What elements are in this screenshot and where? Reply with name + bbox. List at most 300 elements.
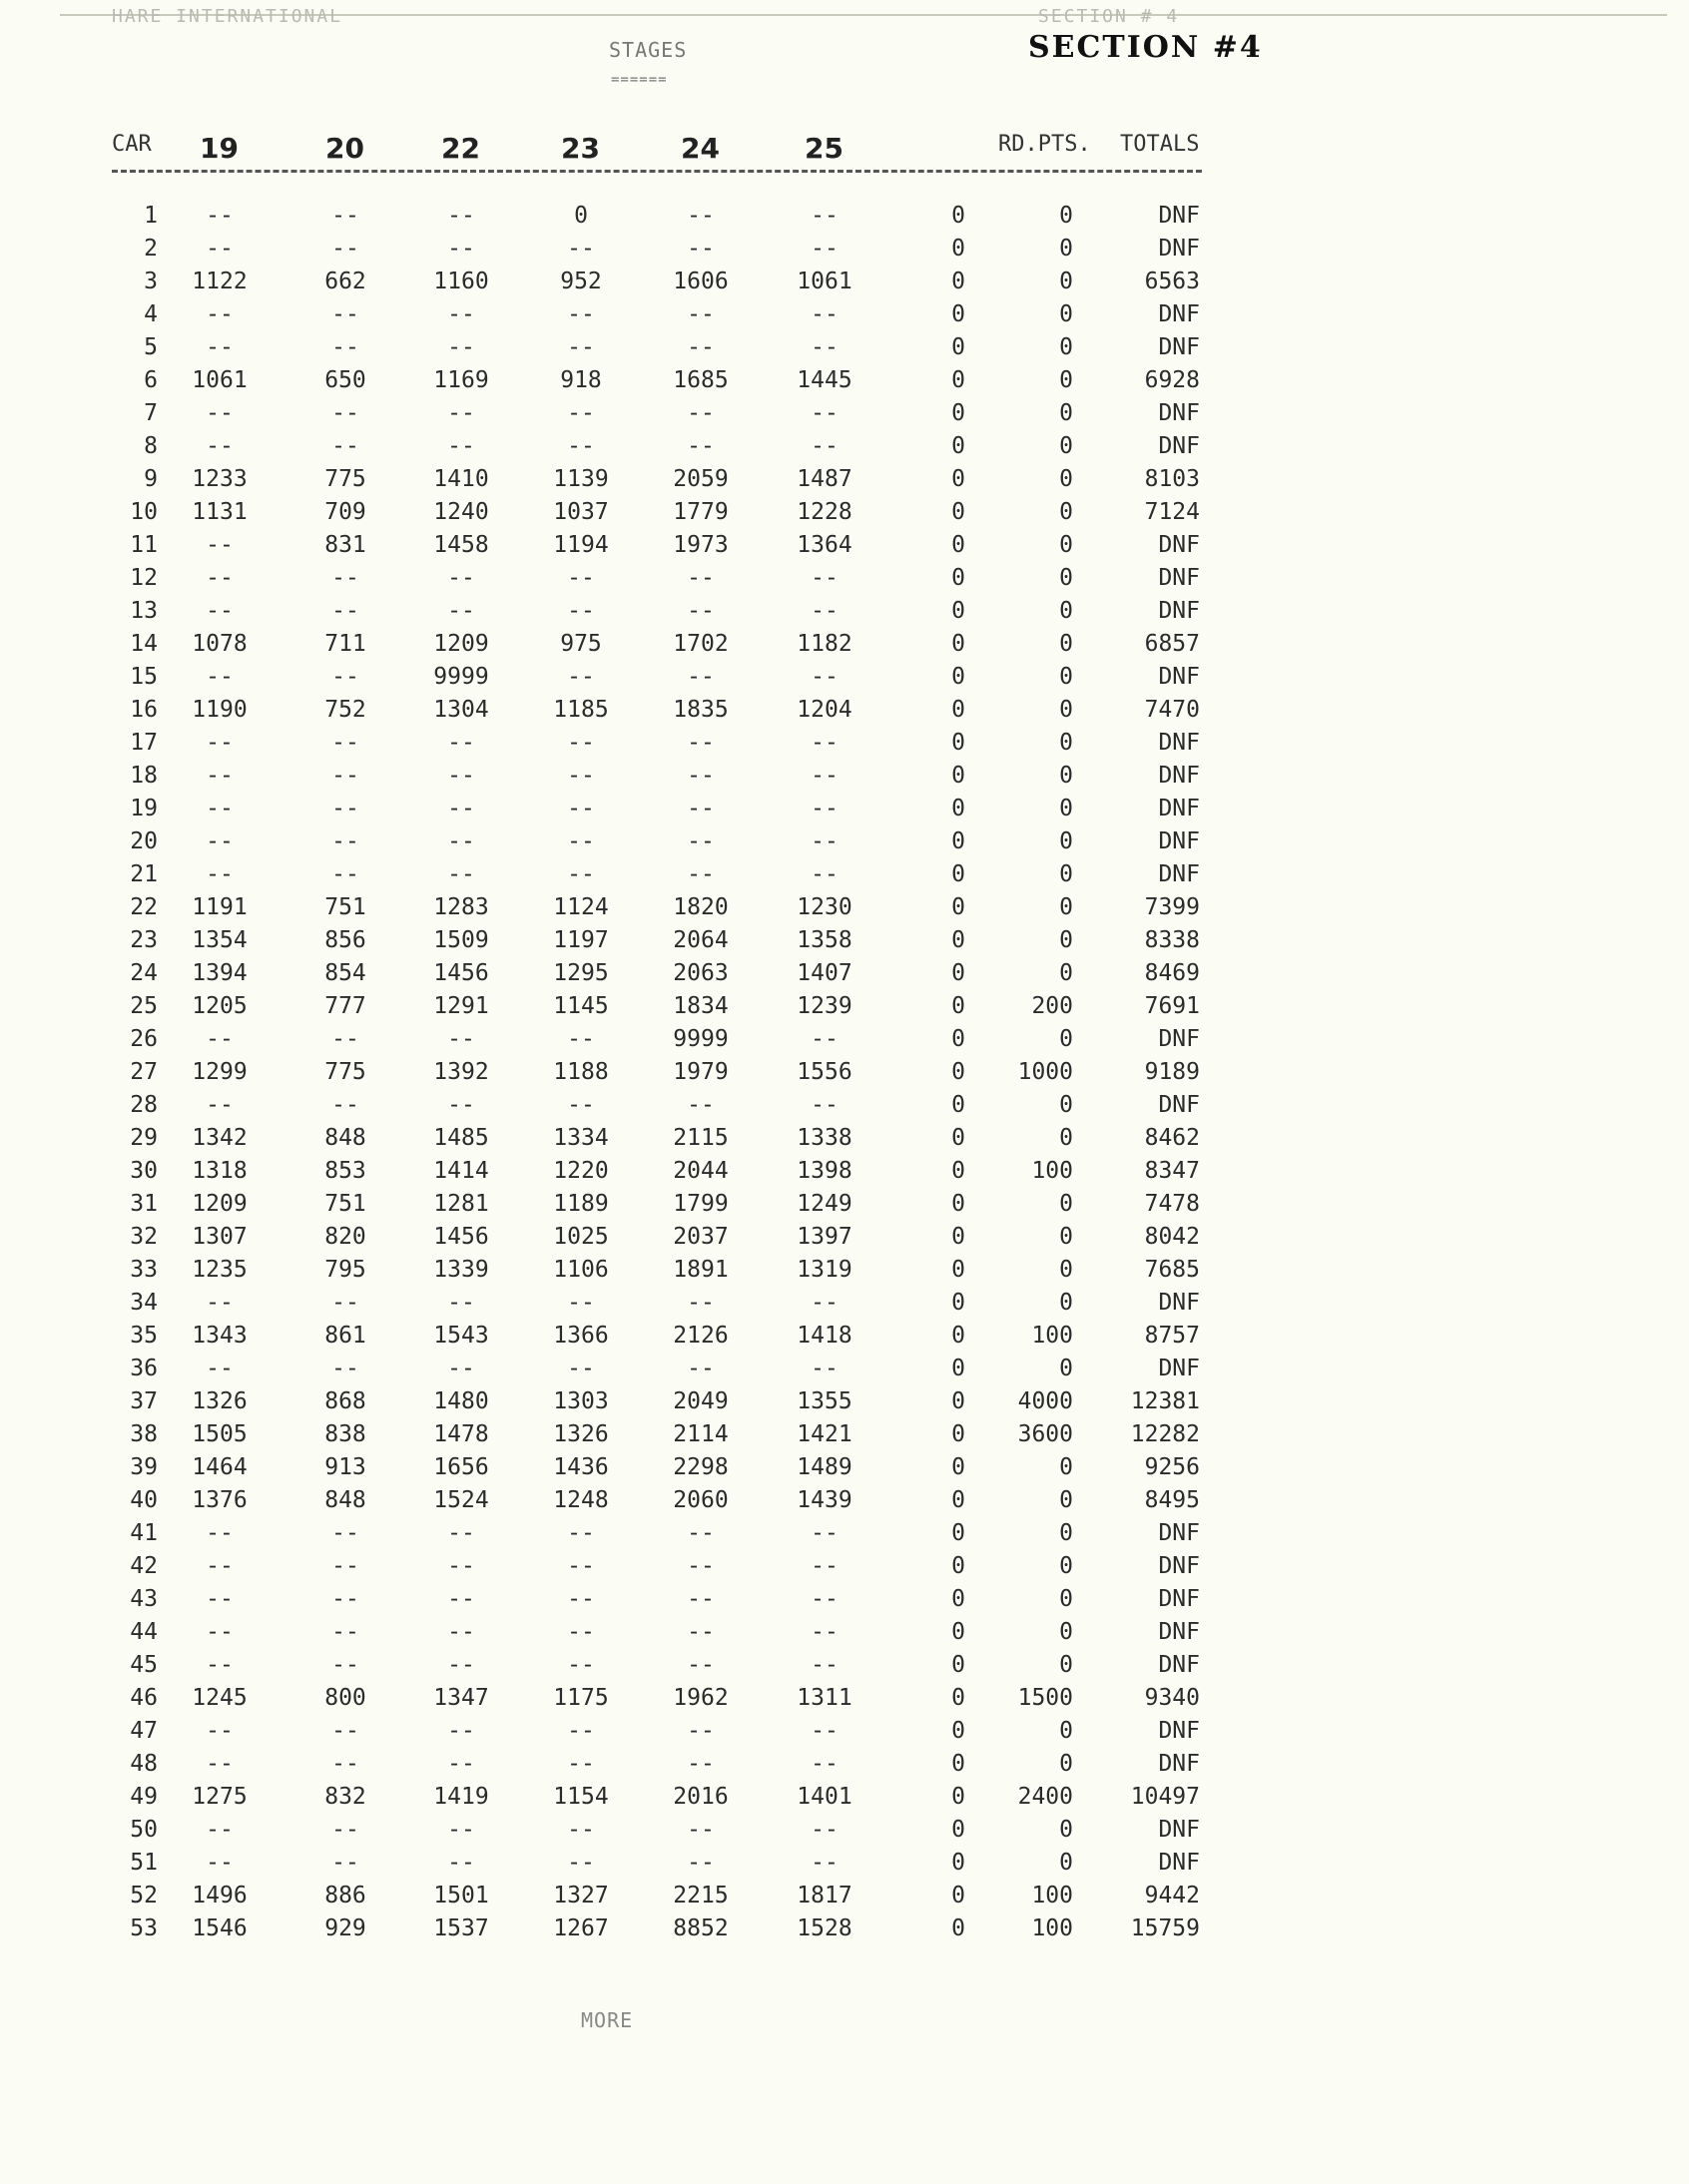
- total: DNF: [1158, 532, 1200, 558]
- stage-24-time: --: [687, 1586, 715, 1612]
- penalty-points: 0: [951, 927, 965, 953]
- stage-25-time: --: [811, 1850, 839, 1876]
- table-row: [0, 1155, 1298, 1188]
- table-row: [0, 1122, 1298, 1155]
- stage-20-time: --: [331, 1026, 359, 1052]
- stage-23-time: --: [567, 1751, 595, 1777]
- penalty-points: 0: [951, 1158, 965, 1184]
- table-row: [0, 1880, 1298, 1912]
- rd-points: 0: [1059, 565, 1073, 591]
- table-row: [0, 1847, 1298, 1880]
- stage-23-time: 0: [574, 203, 588, 229]
- total: DNF: [1158, 796, 1200, 821]
- stage-25-time: --: [811, 334, 839, 360]
- stage-20-time: --: [331, 1619, 359, 1645]
- rd-points: 0: [1059, 1553, 1073, 1579]
- rd-points: 0: [1059, 730, 1073, 756]
- table-row: [0, 1781, 1298, 1814]
- penalty-points: 0: [951, 1191, 965, 1217]
- stage-19-time: --: [206, 433, 234, 459]
- stage-22-time: --: [447, 236, 475, 262]
- total: DNF: [1158, 1290, 1200, 1316]
- car-number: 45: [130, 1652, 158, 1678]
- stage-25-time: --: [811, 400, 839, 426]
- stage-23-time: 1327: [553, 1883, 609, 1909]
- car-number: 16: [130, 697, 158, 723]
- stage-23-time: 1295: [553, 960, 609, 986]
- rd-points: 0: [1059, 236, 1073, 262]
- stage-19-time: 1245: [192, 1685, 248, 1711]
- car-number: 46: [130, 1685, 158, 1711]
- car-number: 40: [130, 1487, 158, 1513]
- rd-points: 0: [1059, 1487, 1073, 1513]
- stage-22-time: 1656: [433, 1454, 489, 1480]
- stage-22-time: --: [447, 1850, 475, 1876]
- stage-24-time: --: [687, 1817, 715, 1843]
- stage-20-time: 752: [324, 697, 366, 723]
- car-number: 9: [144, 466, 158, 492]
- table-row: [0, 1451, 1298, 1484]
- total: DNF: [1158, 861, 1200, 887]
- car-number: 36: [130, 1356, 158, 1381]
- rd-points: 0: [1059, 598, 1073, 624]
- rd-points: 0: [1059, 367, 1073, 393]
- stage-20-time: 913: [324, 1454, 366, 1480]
- stage-25-time: 1439: [797, 1487, 852, 1513]
- penalty-points: 0: [951, 1059, 965, 1085]
- penalty-points: 0: [951, 1388, 965, 1414]
- stage-20-time: --: [331, 1652, 359, 1678]
- car-number: 34: [130, 1290, 158, 1316]
- stage-25-time: --: [811, 1553, 839, 1579]
- stage-22-time: 1537: [433, 1915, 489, 1941]
- total: DNF: [1158, 1092, 1200, 1118]
- stage-22-time: --: [447, 301, 475, 327]
- rd-points: 0: [1059, 1520, 1073, 1546]
- stage-24-time: --: [687, 1850, 715, 1876]
- rd-points: 0: [1059, 1586, 1073, 1612]
- table-row: [0, 266, 1298, 298]
- stage-25-time: 1487: [797, 466, 852, 492]
- col-header-rd-pts: RD.PTS.: [998, 132, 1091, 157]
- penalty-points: 0: [951, 1356, 965, 1381]
- rd-points: 0: [1059, 796, 1073, 821]
- stage-24-time: 2126: [673, 1323, 729, 1349]
- stage-25-time: 1311: [797, 1685, 852, 1711]
- stage-20-time: 751: [324, 894, 366, 920]
- total: DNF: [1158, 1718, 1200, 1744]
- stage-25-time: 1061: [797, 269, 852, 294]
- stages-label: STAGES: [609, 38, 688, 62]
- col-header-car: CAR: [112, 132, 152, 157]
- car-number: 11: [130, 532, 158, 558]
- rd-points: 0: [1059, 1290, 1073, 1316]
- penalty-points: 0: [951, 334, 965, 360]
- penalty-points: 0: [951, 598, 965, 624]
- stage-22-time: 1456: [433, 1224, 489, 1250]
- stage-19-time: --: [206, 334, 234, 360]
- rd-points: 0: [1059, 1751, 1073, 1777]
- stage-22-time: 1304: [433, 697, 489, 723]
- stage-23-time: 1189: [553, 1191, 609, 1217]
- penalty-points: 0: [951, 433, 965, 459]
- stage-19-time: --: [206, 1619, 234, 1645]
- stage-24-time: --: [687, 1718, 715, 1744]
- penalty-points: 0: [951, 1323, 965, 1349]
- stage-25-time: 1182: [797, 631, 852, 657]
- stage-19-time: 1342: [192, 1125, 248, 1151]
- total: DNF: [1158, 664, 1200, 690]
- stage-25-time: 1407: [797, 960, 852, 986]
- rd-points: 0: [1059, 861, 1073, 887]
- penalty-points: 0: [951, 400, 965, 426]
- stage-19-time: --: [206, 828, 234, 854]
- total: 7399: [1144, 894, 1200, 920]
- stage-20-time: --: [331, 1290, 359, 1316]
- stage-23-time: 1248: [553, 1487, 609, 1513]
- rd-points: 200: [1031, 993, 1073, 1019]
- penalty-points: 0: [951, 1421, 965, 1447]
- stage-25-time: --: [811, 1718, 839, 1744]
- table-row: [0, 298, 1298, 331]
- table-row: [0, 1715, 1298, 1748]
- table-row: [0, 825, 1298, 858]
- stage-19-time: 1318: [192, 1158, 248, 1184]
- table-row: [0, 364, 1298, 397]
- stage-23-time: 918: [560, 367, 602, 393]
- stage-22-time: 1339: [433, 1257, 489, 1283]
- stage-24-time: 1973: [673, 532, 729, 558]
- stage-22-time: --: [447, 730, 475, 756]
- stage-20-time: 751: [324, 1191, 366, 1217]
- rd-points: 0: [1059, 334, 1073, 360]
- stage-23-time: 1436: [553, 1454, 609, 1480]
- stage-24-time: --: [687, 796, 715, 821]
- stage-25-time: --: [811, 598, 839, 624]
- stage-23-time: 1303: [553, 1388, 609, 1414]
- total: 9189: [1144, 1059, 1200, 1085]
- stage-23-time: --: [567, 828, 595, 854]
- total: DNF: [1158, 203, 1200, 229]
- penalty-points: 0: [951, 763, 965, 789]
- stage-20-time: 868: [324, 1388, 366, 1414]
- stage-20-time: 848: [324, 1487, 366, 1513]
- stage-23-time: --: [567, 1718, 595, 1744]
- total: 7124: [1144, 499, 1200, 525]
- stage-24-time: 1835: [673, 697, 729, 723]
- stage-19-time: 1354: [192, 927, 248, 953]
- table-row: [0, 529, 1298, 562]
- stage-20-time: 854: [324, 960, 366, 986]
- stage-22-time: 1509: [433, 927, 489, 953]
- rd-points: 0: [1059, 927, 1073, 953]
- stage-24-time: --: [687, 1619, 715, 1645]
- rd-points: 0: [1059, 1257, 1073, 1283]
- stage-22-time: 1456: [433, 960, 489, 986]
- table-row: [0, 397, 1298, 430]
- stage-20-time: --: [331, 301, 359, 327]
- total: DNF: [1158, 1619, 1200, 1645]
- stage-23-time: --: [567, 763, 595, 789]
- stage-20-time: --: [331, 1356, 359, 1381]
- stage-24-time: 2060: [673, 1487, 729, 1513]
- car-number: 33: [130, 1257, 158, 1283]
- penalty-points: 0: [951, 1553, 965, 1579]
- stage-20-time: --: [331, 1520, 359, 1546]
- stage-20-time: --: [331, 236, 359, 262]
- table-row: [0, 562, 1298, 595]
- stage-19-time: --: [206, 565, 234, 591]
- stage-23-time: 1366: [553, 1323, 609, 1349]
- penalty-points: 0: [951, 828, 965, 854]
- table-row: [0, 1484, 1298, 1517]
- stage-20-time: --: [331, 861, 359, 887]
- stage-25-time: 1239: [797, 993, 852, 1019]
- total: 6928: [1144, 367, 1200, 393]
- stage-24-time: 2298: [673, 1454, 729, 1480]
- stage-22-time: --: [447, 1652, 475, 1678]
- stage-20-time: --: [331, 730, 359, 756]
- stage-24-time: 2064: [673, 927, 729, 953]
- total: DNF: [1158, 565, 1200, 591]
- total: 7478: [1144, 1191, 1200, 1217]
- penalty-points: 0: [951, 1092, 965, 1118]
- stage-24-time: 1799: [673, 1191, 729, 1217]
- stage-23-time: --: [567, 1619, 595, 1645]
- stage-23-time: --: [567, 301, 595, 327]
- stage-19-time: --: [206, 301, 234, 327]
- stage-23-time: --: [567, 1290, 595, 1316]
- stage-24-time: --: [687, 1356, 715, 1381]
- total: DNF: [1158, 730, 1200, 756]
- rd-points: 0: [1059, 960, 1073, 986]
- stage-22-time: 1501: [433, 1883, 489, 1909]
- total: DNF: [1158, 1817, 1200, 1843]
- stage-22-time: 9999: [433, 664, 489, 690]
- table-row: [0, 793, 1298, 825]
- stage-23-time: --: [567, 664, 595, 690]
- car-number: 24: [130, 960, 158, 986]
- stage-19-time: --: [206, 1026, 234, 1052]
- stage-19-time: --: [206, 1553, 234, 1579]
- penalty-points: 0: [951, 1125, 965, 1151]
- stage-20-time: --: [331, 1092, 359, 1118]
- stage-24-time: 1891: [673, 1257, 729, 1283]
- total: DNF: [1158, 763, 1200, 789]
- stage-24-time: 2114: [673, 1421, 729, 1447]
- total: DNF: [1158, 301, 1200, 327]
- total: 7691: [1144, 993, 1200, 1019]
- car-number: 20: [130, 828, 158, 854]
- stage-22-time: 1524: [433, 1487, 489, 1513]
- car-number: 17: [130, 730, 158, 756]
- stage-20-time: 777: [324, 993, 366, 1019]
- stage-22-time: --: [447, 1092, 475, 1118]
- stage-23-time: 975: [560, 631, 602, 657]
- car-number: 22: [130, 894, 158, 920]
- penalty-points: 0: [951, 499, 965, 525]
- stage-19-time: 1131: [192, 499, 248, 525]
- rd-points: 0: [1059, 631, 1073, 657]
- stage-24-time: 1685: [673, 367, 729, 393]
- car-number: 5: [144, 334, 158, 360]
- stage-22-time: --: [447, 565, 475, 591]
- stage-20-time: 820: [324, 1224, 366, 1250]
- table-row: [0, 990, 1298, 1023]
- rd-points: 0: [1059, 499, 1073, 525]
- stage-22-time: 1543: [433, 1323, 489, 1349]
- stage-24-time: 2059: [673, 466, 729, 492]
- stage-19-time: 1496: [192, 1883, 248, 1909]
- stage-25-time: 1421: [797, 1421, 852, 1447]
- stage-20-time: --: [331, 334, 359, 360]
- stage-19-time: 1326: [192, 1388, 248, 1414]
- table-row: [0, 331, 1298, 364]
- rd-points: 0: [1059, 301, 1073, 327]
- stage-24-time: 1962: [673, 1685, 729, 1711]
- stage-20-time: --: [331, 598, 359, 624]
- stage-25-time: --: [811, 796, 839, 821]
- total: DNF: [1158, 1520, 1200, 1546]
- stage-24-time: 8852: [673, 1915, 729, 1941]
- penalty-points: 0: [951, 960, 965, 986]
- rd-points: 0: [1059, 664, 1073, 690]
- stage-24-time: --: [687, 1553, 715, 1579]
- stage-22-time: --: [447, 1356, 475, 1381]
- penalty-points: 0: [951, 1685, 965, 1711]
- stage-19-time: 1307: [192, 1224, 248, 1250]
- stage-19-time: 1275: [192, 1784, 248, 1810]
- stage-23-time: --: [567, 1652, 595, 1678]
- stage-25-time: 1338: [797, 1125, 852, 1151]
- stage-20-time: 861: [324, 1323, 366, 1349]
- stage-19-time: --: [206, 1520, 234, 1546]
- stage-25-time: --: [811, 1817, 839, 1843]
- car-number: 47: [130, 1718, 158, 1744]
- stage-25-time: 1401: [797, 1784, 852, 1810]
- stage-25-time: 1364: [797, 532, 852, 558]
- rd-points: 3600: [1017, 1421, 1073, 1447]
- stage-23-time: --: [567, 433, 595, 459]
- stage-24-time: --: [687, 1520, 715, 1546]
- rd-points: 0: [1059, 1191, 1073, 1217]
- total: 9256: [1144, 1454, 1200, 1480]
- stage-24-time: --: [687, 664, 715, 690]
- stage-20-time: 775: [324, 1059, 366, 1085]
- rd-points: 0: [1059, 532, 1073, 558]
- stage-19-time: --: [206, 1751, 234, 1777]
- stage-22-time: 1283: [433, 894, 489, 920]
- faint-header-right: SECTION # 4: [1038, 6, 1180, 27]
- stage-19-time: 1209: [192, 1191, 248, 1217]
- penalty-points: 0: [951, 861, 965, 887]
- total: 8103: [1144, 466, 1200, 492]
- car-number: 18: [130, 763, 158, 789]
- stage-24-time: 1834: [673, 993, 729, 1019]
- stage-22-time: --: [447, 203, 475, 229]
- stage-20-time: 853: [324, 1158, 366, 1184]
- penalty-points: 0: [951, 730, 965, 756]
- rd-points: 0: [1059, 1125, 1073, 1151]
- stage-25-time: 1204: [797, 697, 852, 723]
- table-row: [0, 1188, 1298, 1221]
- table-row: [0, 1254, 1298, 1287]
- total: 8347: [1144, 1158, 1200, 1184]
- car-number: 2: [144, 236, 158, 262]
- stage-20-time: --: [331, 1850, 359, 1876]
- rd-points: 100: [1031, 1915, 1073, 1941]
- total: 7470: [1144, 697, 1200, 723]
- car-number: 29: [130, 1125, 158, 1151]
- total: DNF: [1158, 1553, 1200, 1579]
- rd-points: 0: [1059, 269, 1073, 294]
- stage-23-time: 1145: [553, 993, 609, 1019]
- penalty-points: 0: [951, 301, 965, 327]
- rd-points: 1500: [1017, 1685, 1073, 1711]
- stage-20-time: 886: [324, 1883, 366, 1909]
- stage-20-time: 709: [324, 499, 366, 525]
- stage-19-time: 1394: [192, 960, 248, 986]
- stage-20-time: 929: [324, 1915, 366, 1941]
- total: DNF: [1158, 334, 1200, 360]
- total: 8462: [1144, 1125, 1200, 1151]
- col-header-stage-23: 23: [561, 132, 600, 165]
- table-row: [0, 1221, 1298, 1254]
- stage-25-time: --: [811, 203, 839, 229]
- stage-22-time: 1392: [433, 1059, 489, 1085]
- stage-25-time: 1230: [797, 894, 852, 920]
- stage-23-time: --: [567, 1092, 595, 1118]
- car-number: 37: [130, 1388, 158, 1414]
- stage-23-time: --: [567, 565, 595, 591]
- car-number: 35: [130, 1323, 158, 1349]
- stage-23-time: 1334: [553, 1125, 609, 1151]
- penalty-points: 0: [951, 1883, 965, 1909]
- stage-25-time: 1319: [797, 1257, 852, 1283]
- stage-25-time: --: [811, 1652, 839, 1678]
- stage-24-time: --: [687, 203, 715, 229]
- stage-24-time: --: [687, 1652, 715, 1678]
- total: 8495: [1144, 1487, 1200, 1513]
- car-number: 43: [130, 1586, 158, 1612]
- penalty-points: 0: [951, 1586, 965, 1612]
- stage-20-time: --: [331, 664, 359, 690]
- stage-22-time: 1169: [433, 367, 489, 393]
- col-header-stage-25: 25: [805, 132, 844, 165]
- stage-25-time: --: [811, 664, 839, 690]
- stage-20-time: 795: [324, 1257, 366, 1283]
- table-row: [0, 1385, 1298, 1418]
- stage-19-time: --: [206, 796, 234, 821]
- table-row: [0, 924, 1298, 957]
- stage-24-time: --: [687, 400, 715, 426]
- stage-23-time: --: [567, 1356, 595, 1381]
- stage-19-time: --: [206, 1586, 234, 1612]
- car-number: 32: [130, 1224, 158, 1250]
- stage-20-time: 650: [324, 367, 366, 393]
- stage-22-time: 1291: [433, 993, 489, 1019]
- stage-25-time: --: [811, 1751, 839, 1777]
- stage-19-time: 1505: [192, 1421, 248, 1447]
- stage-23-time: 1185: [553, 697, 609, 723]
- stage-23-time: 1267: [553, 1915, 609, 1941]
- rd-points: 0: [1059, 466, 1073, 492]
- rd-points: 4000: [1017, 1388, 1073, 1414]
- rd-points: 0: [1059, 1817, 1073, 1843]
- penalty-points: 0: [951, 269, 965, 294]
- penalty-points: 0: [951, 697, 965, 723]
- stage-20-time: 831: [324, 532, 366, 558]
